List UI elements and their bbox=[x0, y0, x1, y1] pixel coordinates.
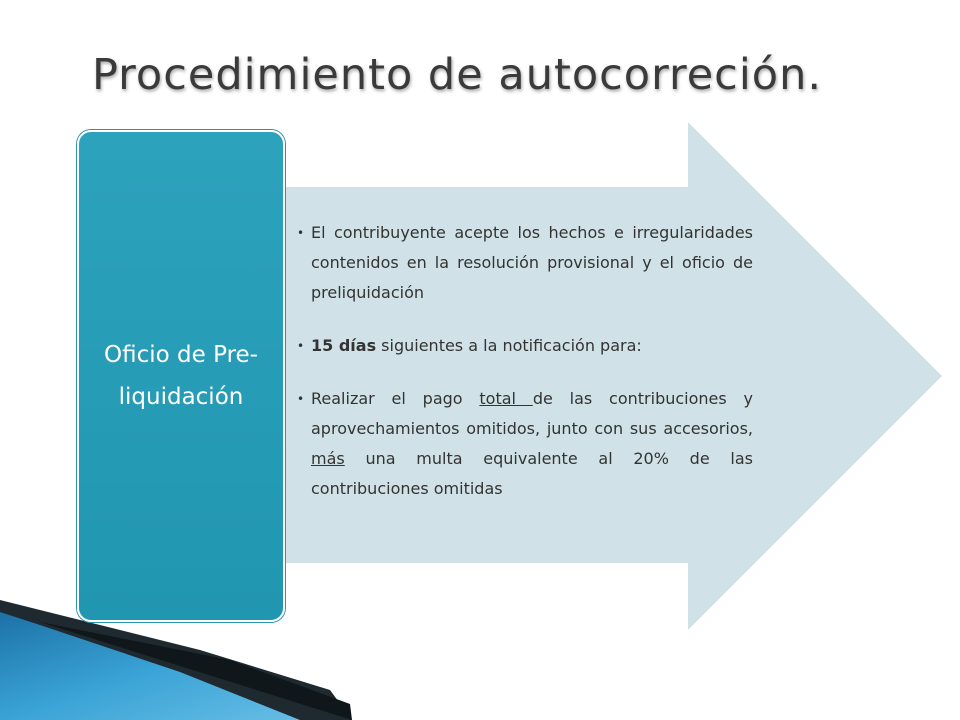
bullet-item: • 15 días siguientes a la notificación para: bbox=[297, 331, 753, 361]
arrow-text bbox=[297, 218, 753, 527]
page-title: Procedimiento de autocorreción. bbox=[92, 50, 823, 100]
bullet-item: • Realizar el pago total de las contribuciones y aprovechamientos omitidos, junto con sus accesorios, más una multa equivalente al 20% de las contribuciones omitidas bbox=[297, 384, 753, 504]
bullet-item: • El contribuyente acepte los hechos e irregularidades contenidos en la resolución provisional y el oficio de preliquidación bbox=[297, 218, 753, 308]
stage-label-box bbox=[77, 130, 285, 622]
stage-label: Oficio de Pre-liquidación bbox=[104, 342, 258, 410]
